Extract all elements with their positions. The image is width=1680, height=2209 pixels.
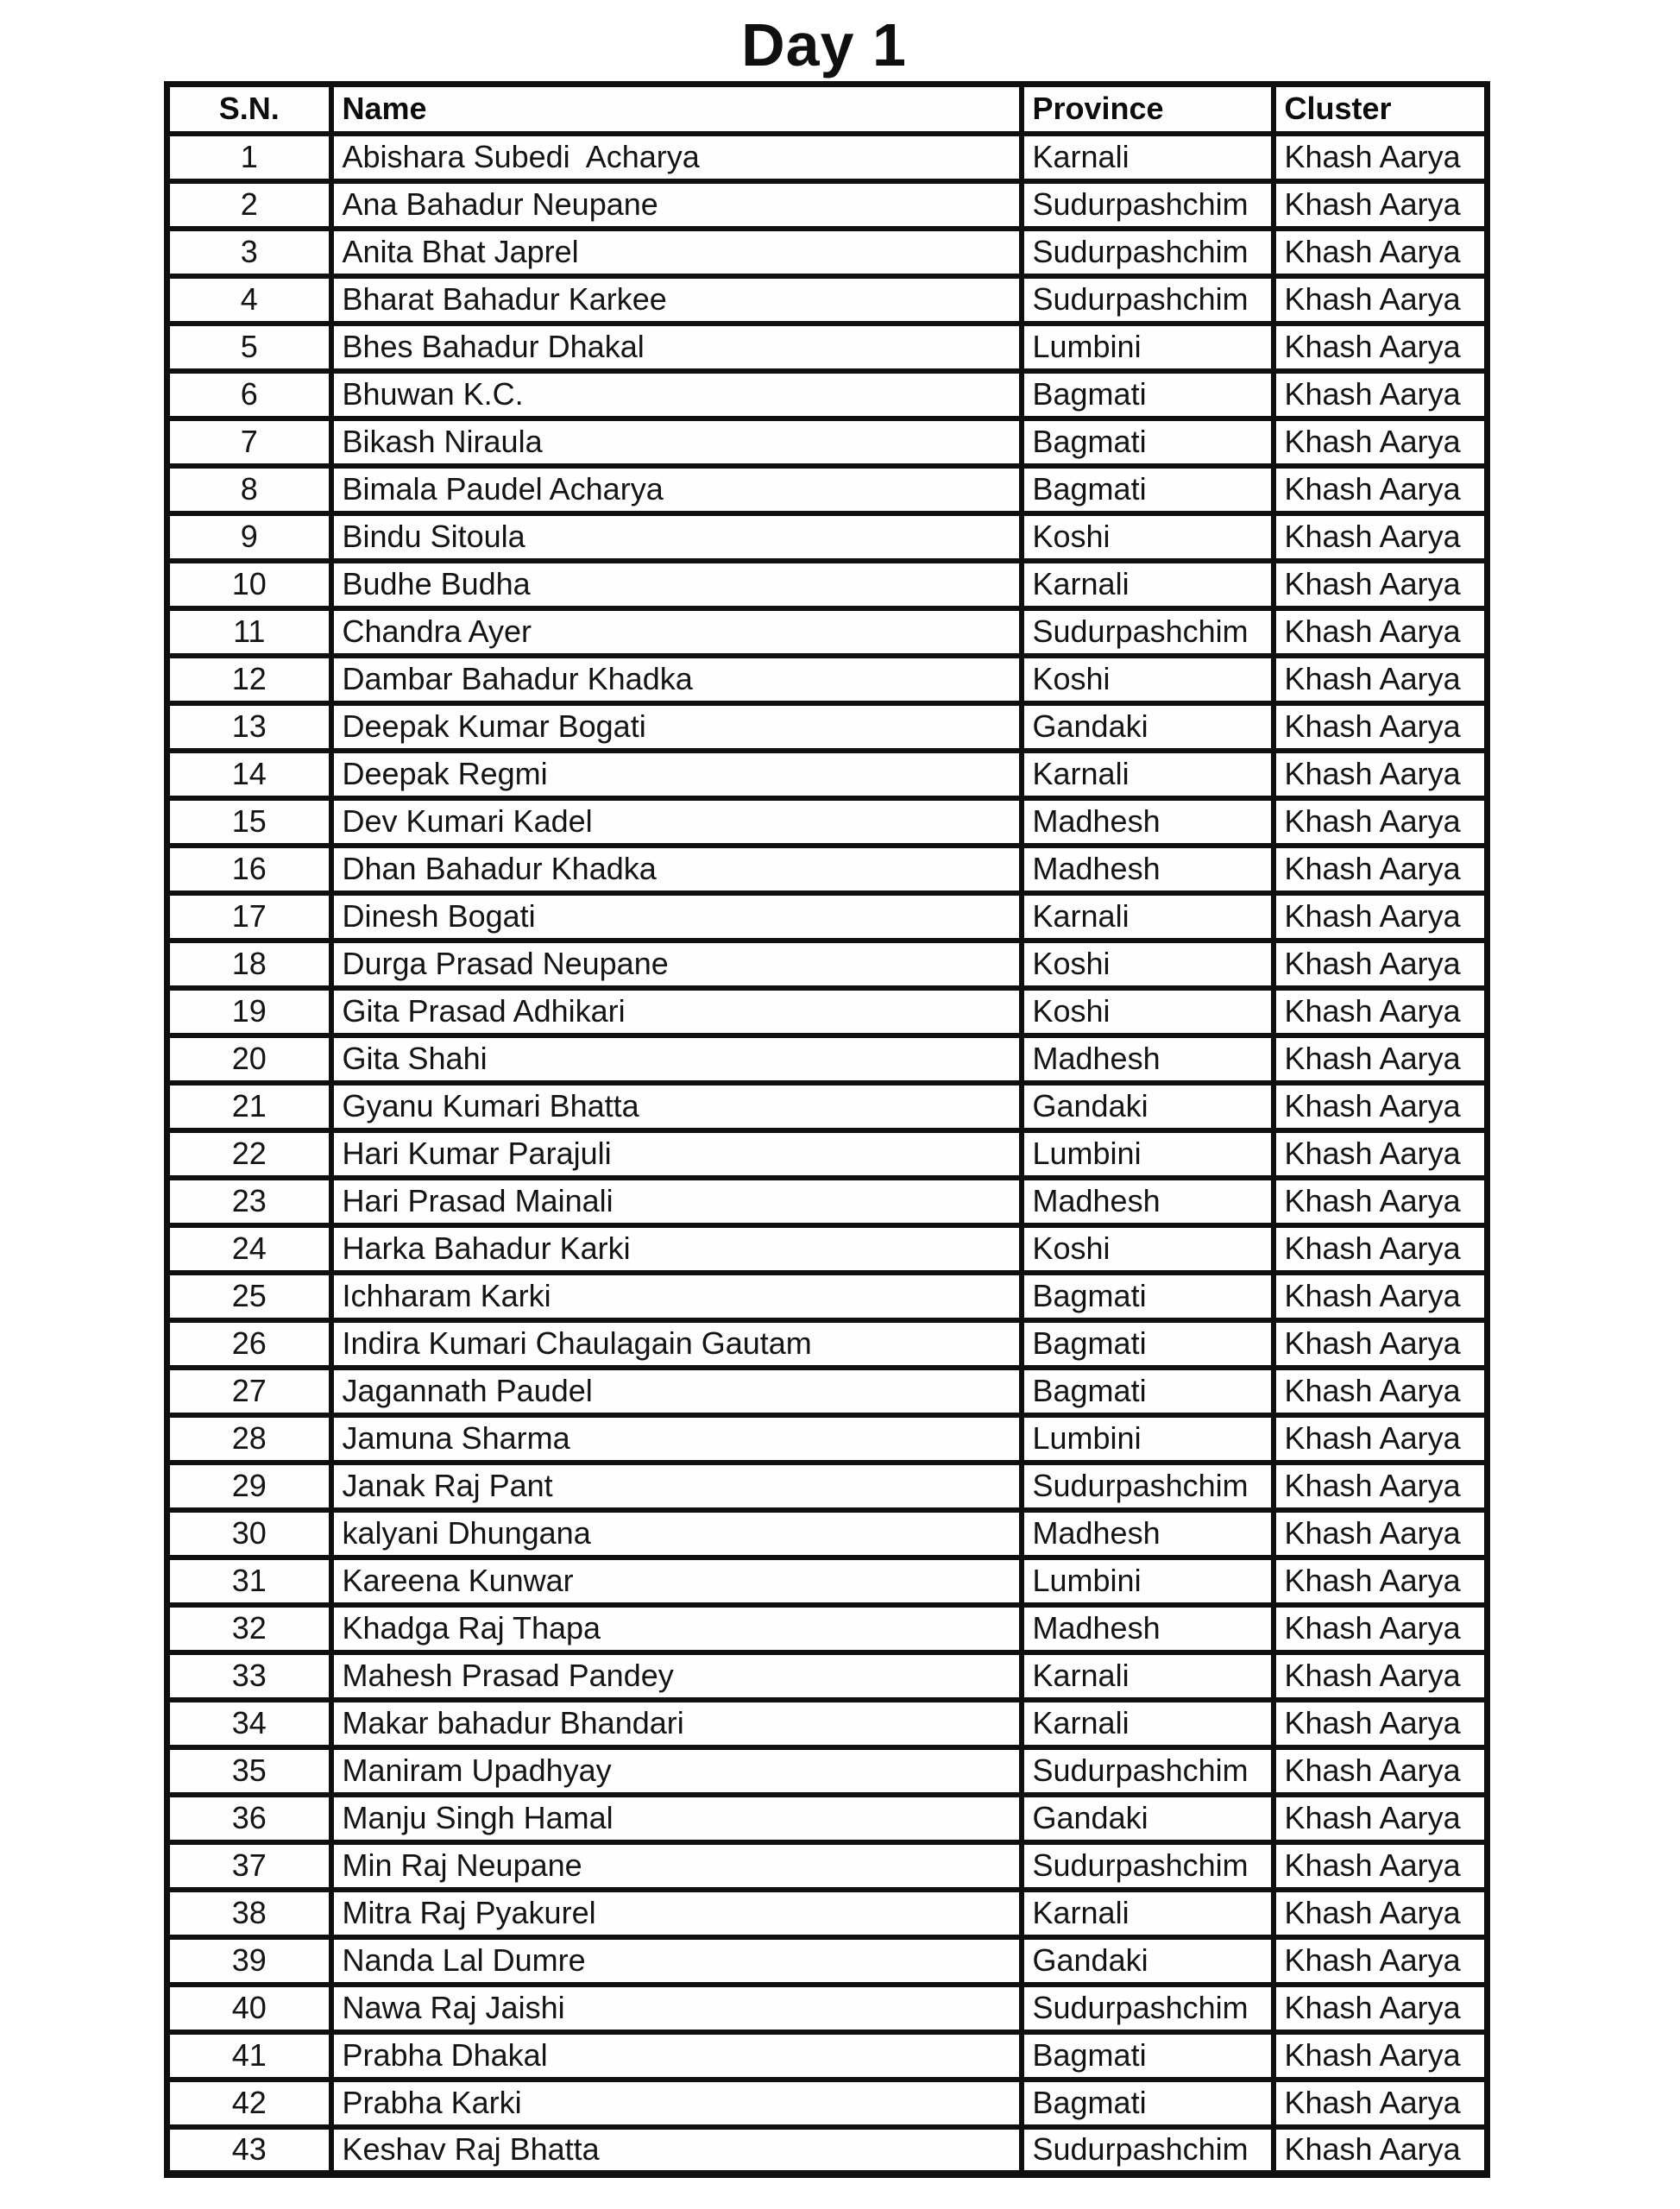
province-cell: Karnali	[1022, 1700, 1274, 1747]
province-cell: Karnali	[1022, 893, 1274, 941]
table-row	[167, 324, 1488, 371]
sn-cell: 12	[167, 656, 331, 703]
table-row	[167, 2127, 1488, 2174]
sn-cell: 29	[167, 1463, 331, 1510]
table-row	[167, 419, 1488, 466]
table-row	[167, 893, 1488, 941]
table-row	[167, 1985, 1488, 2032]
cluster-cell: Khash Aarya	[1274, 846, 1488, 893]
name-cell: Gita Shahi	[331, 1035, 1022, 1083]
cluster-cell: Khash Aarya	[1274, 513, 1488, 561]
table-row	[167, 466, 1488, 513]
table-row	[167, 1368, 1488, 1415]
table-row	[167, 656, 1488, 703]
table-row	[167, 1747, 1488, 1795]
sn-cell: 41	[167, 2032, 331, 2080]
cluster-cell: Khash Aarya	[1274, 988, 1488, 1035]
province-cell: Karnali	[1022, 561, 1274, 608]
name-cell: Bimala Paudel Acharya	[331, 466, 1022, 513]
province-cell: Koshi	[1022, 1225, 1274, 1273]
province-cell: Karnali	[1022, 1652, 1274, 1700]
table-row	[167, 1415, 1488, 1463]
name-cell: Mahesh Prasad Pandey	[331, 1652, 1022, 1700]
table-row	[167, 798, 1488, 846]
name-cell: Nawa Raj Jaishi	[331, 1985, 1022, 2032]
sn-cell: 8	[167, 466, 331, 513]
cluster-cell: Khash Aarya	[1274, 608, 1488, 656]
name-cell: Hari Prasad Mainali	[331, 1178, 1022, 1225]
sn-cell: 15	[167, 798, 331, 846]
table-row	[167, 1510, 1488, 1558]
name-cell: kalyani Dhungana	[331, 1510, 1022, 1558]
name-cell: Durga Prasad Neupane	[331, 941, 1022, 988]
cluster-cell: Khash Aarya	[1274, 466, 1488, 513]
name-cell: Manju Singh Hamal	[331, 1795, 1022, 1842]
province-cell: Sudurpashchim	[1022, 276, 1274, 324]
sn-cell: 35	[167, 1747, 331, 1795]
province-cell: Koshi	[1022, 656, 1274, 703]
table-row	[167, 751, 1488, 798]
table-row	[167, 276, 1488, 324]
name-cell: Harka Bahadur Karki	[331, 1225, 1022, 1273]
sn-cell: 4	[167, 276, 331, 324]
province-cell: Gandaki	[1022, 703, 1274, 751]
table-row	[167, 1273, 1488, 1320]
roster-table	[164, 81, 1490, 2178]
province-cell: Bagmati	[1022, 2032, 1274, 2080]
sn-cell: 10	[167, 561, 331, 608]
cluster-cell: Khash Aarya	[1274, 656, 1488, 703]
sn-cell: 3	[167, 229, 331, 276]
province-cell: Bagmati	[1022, 2080, 1274, 2127]
sn-cell: 25	[167, 1273, 331, 1320]
table-row	[167, 703, 1488, 751]
sn-cell: 16	[167, 846, 331, 893]
province-cell: Madhesh	[1022, 1035, 1274, 1083]
name-cell: Abishara Subedi Acharya	[331, 134, 1022, 181]
cluster-cell: Khash Aarya	[1274, 1463, 1488, 1510]
name-cell: Ichharam Karki	[331, 1273, 1022, 1320]
sn-cell: 19	[167, 988, 331, 1035]
header-cell-sn: S.N.	[167, 85, 331, 134]
name-cell: Dev Kumari Kadel	[331, 798, 1022, 846]
province-cell: Gandaki	[1022, 1083, 1274, 1130]
province-cell: Madhesh	[1022, 1510, 1274, 1558]
table-row	[167, 229, 1488, 276]
table-row	[167, 1558, 1488, 1605]
header-row	[167, 85, 1488, 134]
sn-cell: 22	[167, 1130, 331, 1178]
name-cell: Dambar Bahadur Khadka	[331, 656, 1022, 703]
table-row	[167, 1035, 1488, 1083]
cluster-cell: Khash Aarya	[1274, 798, 1488, 846]
sn-cell: 24	[167, 1225, 331, 1273]
table-row	[167, 988, 1488, 1035]
sn-cell: 6	[167, 371, 331, 419]
cluster-cell: Khash Aarya	[1274, 371, 1488, 419]
cluster-cell: Khash Aarya	[1274, 1083, 1488, 1130]
cluster-cell: Khash Aarya	[1274, 229, 1488, 276]
sn-cell: 33	[167, 1652, 331, 1700]
sn-cell: 14	[167, 751, 331, 798]
name-cell: Deepak Regmi	[331, 751, 1022, 798]
name-cell: Min Raj Neupane	[331, 1842, 1022, 1890]
header-cell-name: Name	[331, 85, 1022, 134]
name-cell: Ana Bahadur Neupane	[331, 181, 1022, 229]
cluster-cell: Khash Aarya	[1274, 1130, 1488, 1178]
table-row	[167, 846, 1488, 893]
name-cell: Dinesh Bogati	[331, 893, 1022, 941]
cluster-cell: Khash Aarya	[1274, 1225, 1488, 1273]
cluster-cell: Khash Aarya	[1274, 1985, 1488, 2032]
cluster-cell: Khash Aarya	[1274, 1842, 1488, 1890]
province-cell: Sudurpashchim	[1022, 1842, 1274, 1890]
province-cell: Gandaki	[1022, 1795, 1274, 1842]
page	[164, 0, 1484, 2178]
name-cell: Gita Prasad Adhikari	[331, 988, 1022, 1035]
table-row	[167, 1795, 1488, 1842]
name-cell: Bikash Niraula	[331, 419, 1022, 466]
province-cell: Sudurpashchim	[1022, 1985, 1274, 2032]
sn-cell: 42	[167, 2080, 331, 2127]
cluster-cell: Khash Aarya	[1274, 2032, 1488, 2080]
name-cell: Indira Kumari Chaulagain Gautam	[331, 1320, 1022, 1368]
name-cell: Bhes Bahadur Dhakal	[331, 324, 1022, 371]
name-cell: Chandra Ayer	[331, 608, 1022, 656]
sn-cell: 20	[167, 1035, 331, 1083]
province-cell: Bagmati	[1022, 466, 1274, 513]
cluster-cell: Khash Aarya	[1274, 1700, 1488, 1747]
table-row	[167, 2032, 1488, 2080]
sn-cell: 18	[167, 941, 331, 988]
name-cell: Bhuwan K.C.	[331, 371, 1022, 419]
province-cell: Sudurpashchim	[1022, 608, 1274, 656]
name-cell: Hari Kumar Parajuli	[331, 1130, 1022, 1178]
name-cell: Deepak Kumar Bogati	[331, 703, 1022, 751]
cluster-cell: Khash Aarya	[1274, 276, 1488, 324]
table-row	[167, 513, 1488, 561]
sn-cell: 36	[167, 1795, 331, 1842]
province-cell: Gandaki	[1022, 1937, 1274, 1985]
cluster-cell: Khash Aarya	[1274, 1178, 1488, 1225]
cluster-cell: Khash Aarya	[1274, 1652, 1488, 1700]
cluster-cell: Khash Aarya	[1274, 1320, 1488, 1368]
sn-cell: 17	[167, 893, 331, 941]
table-row	[167, 561, 1488, 608]
table-row	[167, 1937, 1488, 1985]
province-cell: Lumbini	[1022, 1130, 1274, 1178]
province-cell: Lumbini	[1022, 324, 1274, 371]
table-row	[167, 1842, 1488, 1890]
sn-cell: 13	[167, 703, 331, 751]
sn-cell: 7	[167, 419, 331, 466]
sn-cell: 9	[167, 513, 331, 561]
province-cell: Sudurpashchim	[1022, 229, 1274, 276]
name-cell: Bindu Sitoula	[331, 513, 1022, 561]
cluster-cell: Khash Aarya	[1274, 2080, 1488, 2127]
cluster-cell: Khash Aarya	[1274, 134, 1488, 181]
table-row	[167, 371, 1488, 419]
sn-cell: 40	[167, 1985, 331, 2032]
sn-cell: 5	[167, 324, 331, 371]
province-cell: Madhesh	[1022, 846, 1274, 893]
table-row	[167, 1130, 1488, 1178]
cluster-cell: Khash Aarya	[1274, 1937, 1488, 1985]
cluster-cell: Khash Aarya	[1274, 1510, 1488, 1558]
name-cell: Dhan Bahadur Khadka	[331, 846, 1022, 893]
table-row	[167, 2080, 1488, 2127]
province-cell: Bagmati	[1022, 1368, 1274, 1415]
name-cell: Kareena Kunwar	[331, 1558, 1022, 1605]
province-cell: Karnali	[1022, 134, 1274, 181]
province-cell: Bagmati	[1022, 1273, 1274, 1320]
name-cell: Budhe Budha	[331, 561, 1022, 608]
name-cell: Khadga Raj Thapa	[331, 1605, 1022, 1652]
sn-cell: 43	[167, 2127, 331, 2174]
header-cell-province: Province	[1022, 85, 1274, 134]
cluster-cell: Khash Aarya	[1274, 941, 1488, 988]
name-cell: Makar bahadur Bhandari	[331, 1700, 1022, 1747]
cluster-cell: Khash Aarya	[1274, 324, 1488, 371]
cluster-cell: Khash Aarya	[1274, 1035, 1488, 1083]
name-cell: Gyanu Kumari Bhatta	[331, 1083, 1022, 1130]
sn-cell: 31	[167, 1558, 331, 1605]
table-row	[167, 1320, 1488, 1368]
table-row	[167, 181, 1488, 229]
sn-cell: 2	[167, 181, 331, 229]
province-cell: Madhesh	[1022, 1178, 1274, 1225]
name-cell: Prabha Karki	[331, 2080, 1022, 2127]
province-cell: Madhesh	[1022, 798, 1274, 846]
province-cell: Lumbini	[1022, 1558, 1274, 1605]
name-cell: Nanda Lal Dumre	[331, 1937, 1022, 1985]
province-cell: Sudurpashchim	[1022, 2127, 1274, 2174]
province-cell: Koshi	[1022, 941, 1274, 988]
sn-cell: 28	[167, 1415, 331, 1463]
cluster-cell: Khash Aarya	[1274, 1890, 1488, 1937]
sn-cell: 30	[167, 1510, 331, 1558]
sn-cell: 26	[167, 1320, 331, 1368]
page-title: Day 1	[741, 11, 907, 79]
cluster-cell: Khash Aarya	[1274, 181, 1488, 229]
sn-cell: 11	[167, 608, 331, 656]
table-body	[167, 134, 1488, 2174]
cluster-cell: Khash Aarya	[1274, 1795, 1488, 1842]
province-cell: Bagmati	[1022, 371, 1274, 419]
cluster-cell: Khash Aarya	[1274, 419, 1488, 466]
table-row	[167, 1463, 1488, 1510]
table-row	[167, 1083, 1488, 1130]
sn-cell: 34	[167, 1700, 331, 1747]
sn-cell: 32	[167, 1605, 331, 1652]
sn-cell: 27	[167, 1368, 331, 1415]
province-cell: Sudurpashchim	[1022, 1463, 1274, 1510]
name-cell: Mitra Raj Pyakurel	[331, 1890, 1022, 1937]
cluster-cell: Khash Aarya	[1274, 703, 1488, 751]
province-cell: Lumbini	[1022, 1415, 1274, 1463]
cluster-cell: Khash Aarya	[1274, 1415, 1488, 1463]
province-cell: Madhesh	[1022, 1605, 1274, 1652]
province-cell: Bagmati	[1022, 1320, 1274, 1368]
table-row	[167, 1890, 1488, 1937]
sn-cell: 37	[167, 1842, 331, 1890]
table-row	[167, 608, 1488, 656]
province-cell: Koshi	[1022, 988, 1274, 1035]
province-cell: Karnali	[1022, 751, 1274, 798]
table-row	[167, 1700, 1488, 1747]
cluster-cell: Khash Aarya	[1274, 2127, 1488, 2174]
table-row	[167, 134, 1488, 181]
name-cell: Keshav Raj Bhatta	[331, 2127, 1022, 2174]
province-cell: Bagmati	[1022, 419, 1274, 466]
province-cell: Koshi	[1022, 513, 1274, 561]
name-cell: Jamuna Sharma	[331, 1415, 1022, 1463]
sn-cell: 1	[167, 134, 331, 181]
cluster-cell: Khash Aarya	[1274, 1747, 1488, 1795]
table-row	[167, 1652, 1488, 1700]
name-cell: Prabha Dhakal	[331, 2032, 1022, 2080]
cluster-cell: Khash Aarya	[1274, 1368, 1488, 1415]
name-cell: Jagannath Paudel	[331, 1368, 1022, 1415]
name-cell: Anita Bhat Japrel	[331, 229, 1022, 276]
table-row	[167, 1178, 1488, 1225]
sn-cell: 38	[167, 1890, 331, 1937]
cluster-cell: Khash Aarya	[1274, 561, 1488, 608]
cluster-cell: Khash Aarya	[1274, 751, 1488, 798]
sn-cell: 39	[167, 1937, 331, 1985]
cluster-cell: Khash Aarya	[1274, 1273, 1488, 1320]
sn-cell: 23	[167, 1178, 331, 1225]
cluster-cell: Khash Aarya	[1274, 893, 1488, 941]
province-cell: Karnali	[1022, 1890, 1274, 1937]
table-row	[167, 941, 1488, 988]
name-cell: Bharat Bahadur Karkee	[331, 276, 1022, 324]
table-row	[167, 1225, 1488, 1273]
name-cell: Maniram Upadhyay	[331, 1747, 1022, 1795]
name-cell: Janak Raj Pant	[331, 1463, 1022, 1510]
header-cell-cluster: Cluster	[1274, 85, 1488, 134]
province-cell: Sudurpashchim	[1022, 181, 1274, 229]
cluster-cell: Khash Aarya	[1274, 1558, 1488, 1605]
province-cell: Sudurpashchim	[1022, 1747, 1274, 1795]
table-row	[167, 1605, 1488, 1652]
cluster-cell: Khash Aarya	[1274, 1605, 1488, 1652]
sn-cell: 21	[167, 1083, 331, 1130]
